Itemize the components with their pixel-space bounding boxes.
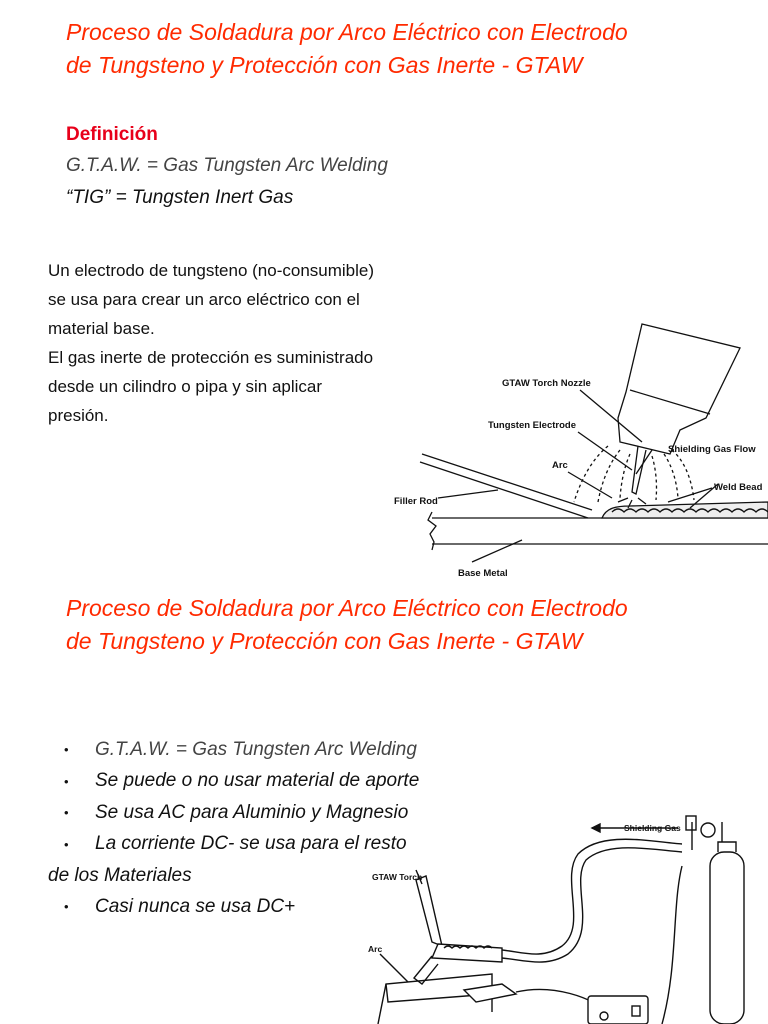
bullet-icon: •	[64, 773, 69, 789]
paragraph-line: desde un cilindro o pipa y sin aplicar	[48, 377, 323, 396]
bullet-icon: •	[64, 742, 69, 758]
list-item: • La corriente DC- se usa para el resto	[64, 828, 419, 859]
label-gtaw-torch: GTAW Torch	[372, 872, 423, 882]
definition-gtaw: G.T.A.W. = Gas Tungsten Arc Welding	[66, 155, 388, 176]
label-tungsten-electrode: Tungsten Electrode	[488, 420, 576, 431]
label-shielding-gas: Shielding Gas	[624, 823, 681, 833]
label-torch-nozzle: GTAW Torch Nozzle	[502, 378, 591, 389]
list-item-continuation: de los Materiales	[48, 864, 192, 886]
label-shielding-gas-flow: Shielding Gas Flow	[668, 444, 756, 455]
list-item: • Casi nunca se usa DC+	[64, 891, 419, 922]
list-item: • G.T.A.W. = Gas Tungsten Arc Welding	[64, 734, 419, 765]
bullet-icon: •	[64, 836, 69, 852]
label-filler-rod: Filler Rod	[394, 496, 438, 507]
bullet-icon: •	[64, 805, 69, 821]
slide2-title-line2: de Tungsteno y Protección con Gas Inerte - GTAW	[66, 628, 583, 654]
label-weld-bead: Weld Bead	[714, 482, 763, 493]
label-arc: Arc	[552, 460, 568, 471]
slide1-title	[66, 16, 628, 82]
label-arc-2: Arc	[368, 944, 383, 954]
list-item: • Se puede o no usar material de aporte	[64, 765, 419, 796]
slide2-title	[66, 592, 628, 658]
bullet-icon: •	[64, 899, 69, 915]
gtaw-process-diagram	[380, 322, 768, 584]
slide2-title-line1: Proceso de Soldadura por Arco Eléctrico con Electrodo	[66, 595, 628, 621]
slide1-title-line1: Proceso de Soldadura por Arco Eléctrico con Electrodo	[66, 19, 628, 45]
slide1-title-line2: de Tungsteno y Protección con Gas Inerte - GTAW	[66, 52, 583, 78]
definition-heading: Definición	[66, 124, 158, 145]
paragraph-line: presión.	[48, 406, 109, 425]
definition-tig: “TIG” = Tungsten Inert Gas	[66, 187, 294, 208]
label-base-metal: Base Metal	[458, 568, 508, 579]
list-item: • Se usa AC para Aluminio y Magnesio	[64, 797, 419, 828]
paragraph-line: El gas inerte de protección es suministrado	[48, 348, 374, 367]
paragraph-line: Un electrodo de tungsteno (no-consumible)	[48, 261, 375, 280]
paragraph-line: se usa para crear un arco eléctrico con el	[48, 290, 360, 309]
description-paragraph	[48, 256, 400, 430]
gtaw-equipment-diagram	[352, 806, 768, 1024]
paragraph-line: material base.	[48, 319, 155, 338]
